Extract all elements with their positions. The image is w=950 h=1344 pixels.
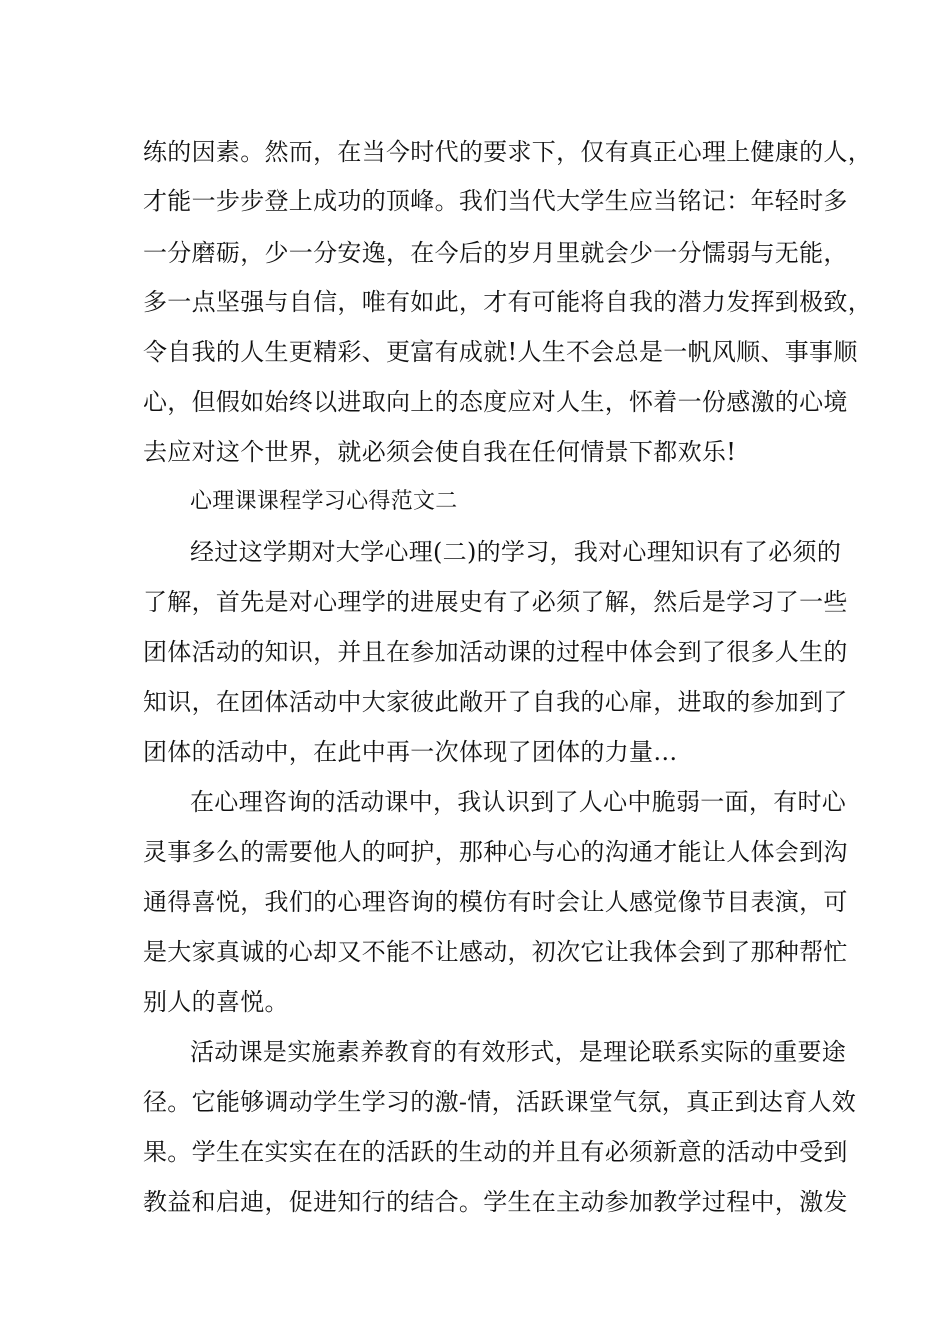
paragraph-line: 果。学生在实实在在的活跃的生动的并且有必须新意的活动中受到 [143, 1138, 848, 1166]
section-heading: 心理课课程学习心得范文二 [190, 489, 458, 514]
paragraph-line: 一分磨砺，少一分安逸，在今后的岁月里就会少一分懦弱与无能， [143, 239, 848, 267]
paragraph-line: 去应对这个世界，就必须会使自我在任何情景下都欢乐! [143, 438, 737, 466]
paragraph-line: 多一点坚强与自信，唯有如此，才有可能将自我的潜力发挥到极致， [143, 288, 872, 316]
paragraph-line: 令自我的人生更精彩、更富有成就!人生不会总是一帆风顺、事事顺 [143, 338, 858, 366]
paragraph-line: 团体活动的知识，并且在参加活动课的过程中体会到了很多人生的 [143, 638, 848, 666]
paragraph-line: 教益和启迪，促进知行的结合。学生在主动参加教学过程中，激发 [143, 1188, 848, 1216]
paragraph-line: 灵事多么的需要他人的呵护，那种心与心的沟通才能让人体会到沟 [143, 838, 848, 866]
paragraph-line: 经过这学期对大学心理(二)的学习，我对心理知识有了必须的 [190, 538, 842, 566]
paragraph-line: 径。它能够调动学生学习的激-情，活跃课堂气氛，真正到达育人效 [143, 1088, 857, 1116]
paragraph-line: 才能一步步登上成功的顶峰。我们当代大学生应当铭记：年轻时多 [143, 187, 848, 215]
paragraph-line: 心，但假如始终以进取向上的态度应对人生，怀着一份感激的心境 [143, 388, 848, 416]
paragraph-line: 知识，在团体活动中大家彼此敞开了自我的心扉，进取的参加到了 [143, 688, 848, 716]
paragraph-line: 练的因素。然而，在当今时代的要求下，仅有真正心理上健康的人， [143, 138, 872, 166]
paragraph-line: 通得喜悦，我们的心理咨询的模仿有时会让人感觉像节目表演，可 [143, 888, 848, 916]
paragraph-line: 团体的活动中，在此中再一次体现了团体的力量… [143, 738, 678, 766]
paragraph-line: 活动课是实施素养教育的有效形式，是理论联系实际的重要途 [190, 1038, 847, 1066]
paragraph-line: 在心理咨询的活动课中，我认识到了人心中脆弱一面，有时心 [190, 788, 847, 816]
paragraph-line: 是大家真诚的心却又不能不让感动，初次它让我体会到了那种帮忙 [143, 938, 848, 966]
paragraph-line: 了解，首先是对心理学的进展史有了必须了解，然后是学习了一些 [143, 588, 848, 616]
paragraph-line: 别人的喜悦。 [143, 988, 289, 1016]
